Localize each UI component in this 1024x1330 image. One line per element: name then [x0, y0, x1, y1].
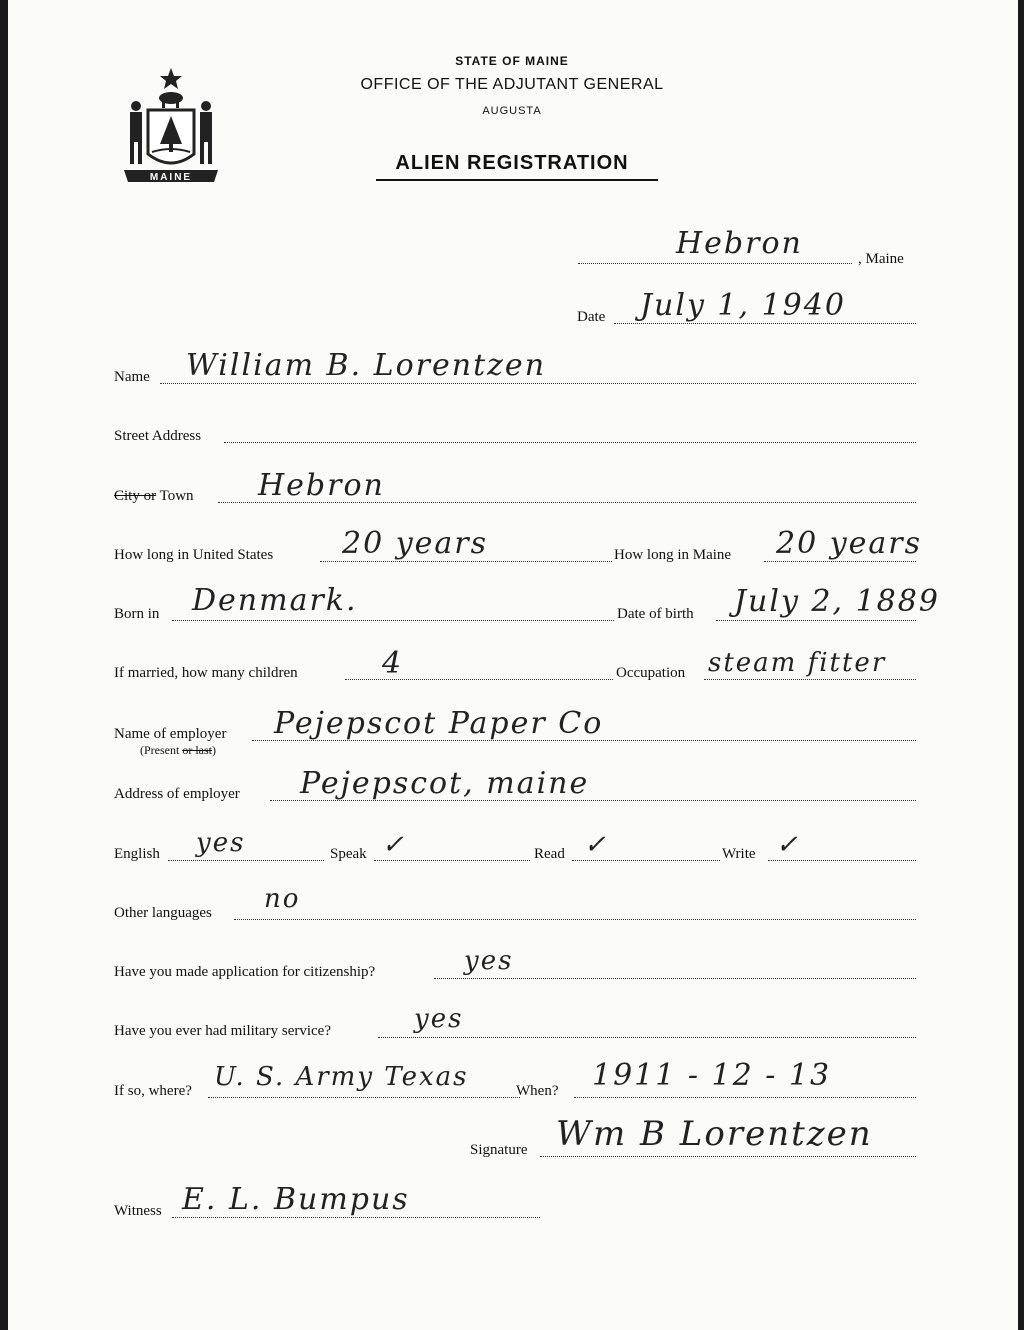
children-label: If married, how many children — [114, 665, 298, 681]
svg-text:MAINE: MAINE — [149, 172, 193, 183]
town-label-text: Town — [159, 488, 194, 504]
town-value: Hebron — [258, 468, 385, 503]
town-label — [114, 488, 194, 505]
title-underline — [376, 179, 658, 181]
occupation-value: steam fitter — [708, 648, 887, 678]
where-line — [208, 1097, 520, 1098]
read-line — [572, 860, 720, 861]
name-label: Name — [114, 369, 150, 385]
street-line — [224, 442, 916, 443]
employer-note-present: (Present — [140, 743, 180, 757]
dob-value: July 2, 1889 — [734, 584, 940, 619]
read-label: Read — [534, 846, 565, 862]
location-line — [578, 263, 852, 264]
english-line — [168, 860, 324, 861]
employer-label: Name of employer — [114, 726, 227, 742]
location-value: Hebron — [676, 226, 803, 261]
other-languages-line — [234, 919, 916, 920]
citizenship-line — [434, 978, 916, 979]
when-value: 1911 - 12 - 13 — [592, 1058, 832, 1093]
military-label: Have you ever had military service? — [114, 1023, 331, 1039]
employer-note-close: ) — [212, 743, 216, 757]
employer-note-struck: or last — [182, 743, 212, 757]
witness-value: E. L. Bumpus — [182, 1182, 410, 1217]
us-duration-value: 20 years — [342, 526, 489, 561]
when-line — [574, 1097, 916, 1098]
write-value: ✓ — [776, 830, 800, 860]
dob-line — [716, 620, 916, 621]
speak-value: ✓ — [382, 830, 406, 860]
english-label: English — [114, 846, 160, 862]
citizenship-label: Have you made application for citizenship? — [114, 964, 376, 980]
date-label: Date — [577, 309, 606, 325]
signature-label: Signature — [470, 1142, 528, 1158]
maine-duration-value: 20 years — [776, 526, 923, 561]
signature-value: Wm B Lorentzen — [556, 1114, 873, 1154]
form-title: ALIEN REGISTRATION — [395, 152, 629, 174]
children-value: 4 — [382, 646, 404, 681]
us-duration-line — [320, 561, 612, 562]
header-state: STATE OF MAINE — [455, 54, 569, 68]
occupation-line — [704, 679, 916, 680]
military-line — [378, 1037, 916, 1038]
town-label-struck: City or — [114, 488, 157, 504]
street-label: Street Address — [114, 428, 202, 444]
dob-label: Date of birth — [617, 606, 694, 622]
employer-address-label: Address of employer — [114, 786, 240, 802]
speak-line — [374, 860, 530, 861]
maine-duration-label: How long in Maine — [614, 547, 732, 563]
employer-address-value: Pejepscot, maine — [300, 766, 590, 801]
witness-label: Witness — [114, 1203, 162, 1219]
speak-label: Speak — [330, 846, 367, 862]
where-value: U. S. Army Texas — [214, 1062, 469, 1092]
when-label: When? — [516, 1083, 559, 1099]
header-office: OFFICE OF THE ADJUTANT GENERAL — [360, 76, 664, 93]
occupation-label: Occupation — [616, 665, 686, 681]
read-value: ✓ — [584, 830, 608, 860]
born-label: Born in — [114, 606, 160, 622]
signature-line — [540, 1156, 916, 1157]
name-line — [160, 383, 916, 384]
born-value: Denmark. — [192, 583, 358, 618]
other-languages-value: no — [264, 884, 301, 914]
employer-value: Pejepscot Paper Co — [274, 706, 604, 741]
english-value: yes — [196, 828, 246, 858]
date-value: July 1, 1940 — [640, 288, 846, 323]
citizenship-value: yes — [464, 946, 514, 976]
location-suffix: , Maine — [858, 251, 904, 267]
other-languages-label: Other languages — [114, 905, 212, 921]
name-value: William B. Lorentzen — [186, 348, 547, 383]
military-value: yes — [414, 1004, 464, 1034]
header-city: AUGUSTA — [482, 105, 542, 117]
employer-note — [140, 743, 216, 758]
witness-line — [172, 1217, 540, 1218]
write-line — [768, 860, 916, 861]
write-label: Write — [722, 846, 756, 862]
where-label: If so, where? — [114, 1083, 192, 1099]
us-duration-label: How long in United States — [114, 547, 274, 563]
date-line — [614, 323, 916, 324]
born-line — [172, 620, 614, 621]
maine-duration-line — [764, 561, 916, 562]
